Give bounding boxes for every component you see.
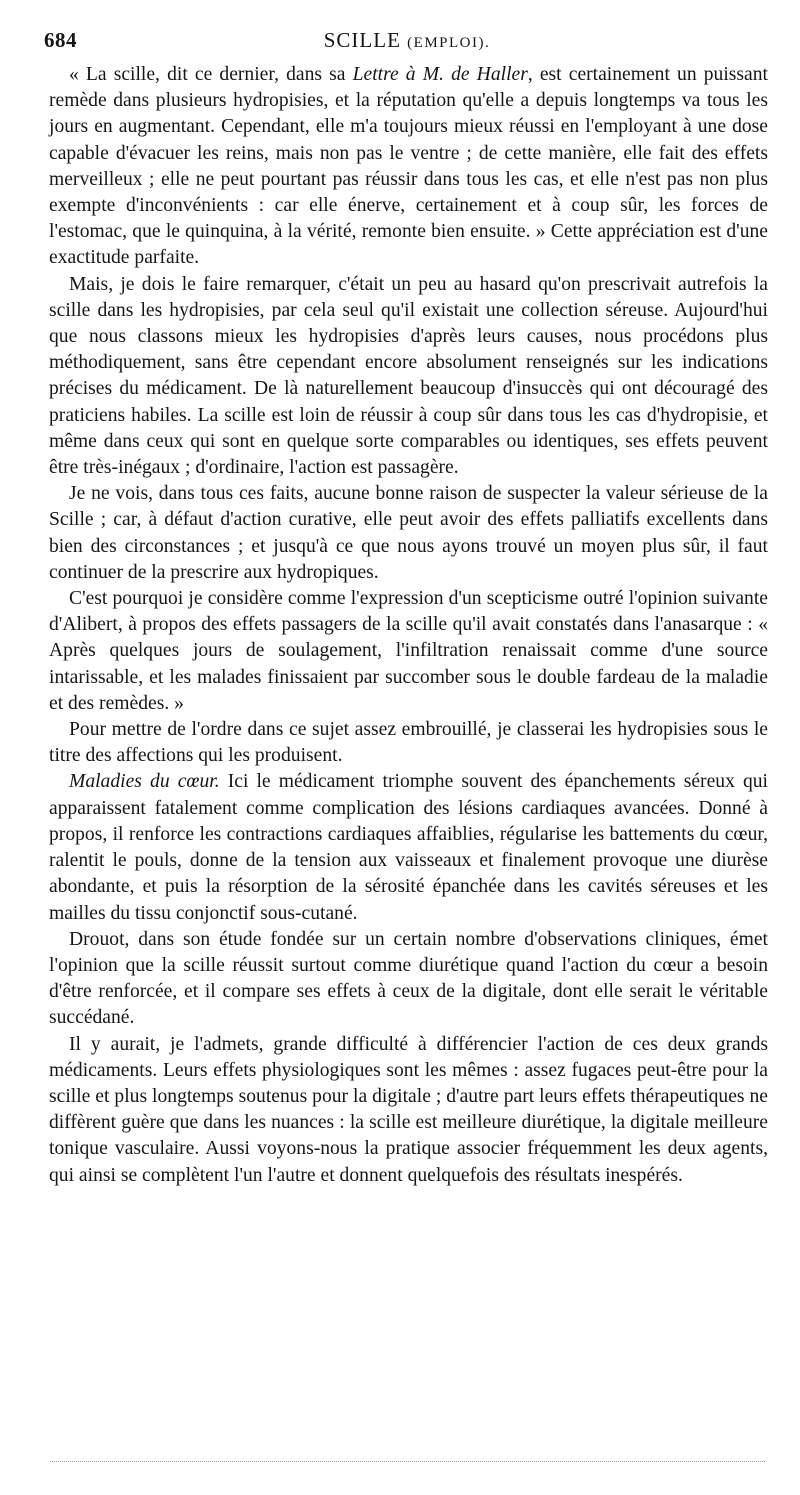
paragraph-classification: Pour mettre de l'ordre dans ce sujet assez embrouillé, je classerai les hydropisies sous le titre des affections qui les produisent. [49, 719, 768, 767]
paragraph-drouot: Drouot, dans son étude fondée sur un certain nombre d'observations cliniques, émet l'opinion que la scille réussit surtout comme diurétique quand l'action du cœur a besoin d'être renforcée, et il compare ses effets à ceux de la digitale, dont elle serait le véritable succédané. [49, 928, 768, 1029]
paragraph-palliative: Je ne vois, dans tous ces faits, aucune bonne raison de suspecter la valeur sérieuse de la Scille ; car, à défaut d'action curative, elle peut avoir des effets palliatifs excellents dans bien des circonstances ; et jusqu'à ce que nous ayons trouvé un moyen plus sûr, il faut continuer de la prescrire aux hydropiques. [49, 483, 768, 583]
paragraph-alibert: C'est pourquoi je considère comme l'expression d'un scepticisme outré l'opinion suivante d'Alibert, à propos des effets passagers de la scille qu'il avait constatés dans l'anasarque : « Après quelques jours de soulagement, l'infiltration renaissait comme d'une source intarissable, et les malades finissaient par succomber sous le double fardeau de la maladie et des remèdes. » [49, 588, 768, 714]
page-header [44, 28, 770, 64]
running-head [44, 28, 770, 53]
paragraph-historical-use: Mais, je dois le faire remarquer, c'était un peu au hasard qu'on prescrivait autrefois la scille dans les hydropisies, par cela seul qu'il existait une collection séreuse. Aujourd'hui que nous classons mieux les hydropisies d'après leurs causes, nous procédons plus méthodiquement, sans être cependant encore absolument renseignés sur les indications précises du médicament. De là naturellement beaucoup d'insuccès qui ont découragé des praticiens habiles. La scille est loin de réussir à coup sûr dans tous les cas d'hydropisie, et même dans ceux qui sont en quelque sorte comparables ou identiques, ses effets peuvent être très-inégaux ; d'ordinaire, l'action est passagère. [49, 273, 768, 479]
paragraph-digitalis-comparison: Il y aurait, je l'admets, grande difficulté à différencier l'action de ces deux grands médicaments. Leurs effets physiologiques sont les mêmes : assez fugaces peut-être pour la scille et plus longtemps soutenus pour la digitale ; d'autre part leurs effets thérapeutiques ne diffèrent guère que dans les nuances : la scille est meilleure diurétique, la digitale meilleure tonique vasculaire. Aussi voyons-nous la pratique associer fréquemment les deux agents, qui ainsi se complètent l'un l'autre et donnent quelquefois des résultats inespérés. [49, 1033, 768, 1186]
paragraph-haller-quote [49, 62, 768, 272]
running-subtitle: (EMPLOI). [407, 35, 491, 51]
paragraph-text: « La scille, dit ce dernier, dans sa [69, 64, 353, 85]
paragraph-text: , est certainement un puissant remède dans plusieurs hydropisies, et la réputation qu'elle a depuis longtemps va tous les jours en augmentant. Cependant, elle m'a toujours mieux réussi en l'employant à une dose capable d'évacuer les reins, mais non pas le ventre ; de cette manière, elle fait des effets merveilleux ; elle ne peut pourtant pas réussir dans tous les cas, et elle n'est pas non plus exempte d'inconvénients : car elle énerve, certainement et à coup sûr, les forces de l'estomac, que le quinquina, à la vérité, remonte bien ensuite. » Cette appréciation est d'une exactitude parfaite. [49, 64, 768, 269]
italic-title: Lettre à M. de Haller [352, 64, 528, 85]
paragraph-heart-diseases [49, 769, 768, 926]
running-title: SCILLE [323, 28, 401, 52]
page-number: 684 [44, 28, 77, 52]
footer-rule [50, 1461, 765, 1462]
body-text [49, 62, 768, 1189]
section-heading: Maladies du cœur. [69, 771, 220, 793]
paragraph-text: Ici le médicament triomphe souvent des épanchements séreux qui apparaissent fatalement comme complication des lésions cardiaques avancées. Donné à propos, il renforce les contractions cardiaques affaiblies, régularise les battements du cœur, ralentit le pouls, donne de la tension aux vaisseaux et finalement provoque une diurèse abondante, et puis la résorption de la sérosité épanchée dans les cavités séreuses et les mailles du tissu conjonctif sous-cutané. [49, 771, 768, 924]
